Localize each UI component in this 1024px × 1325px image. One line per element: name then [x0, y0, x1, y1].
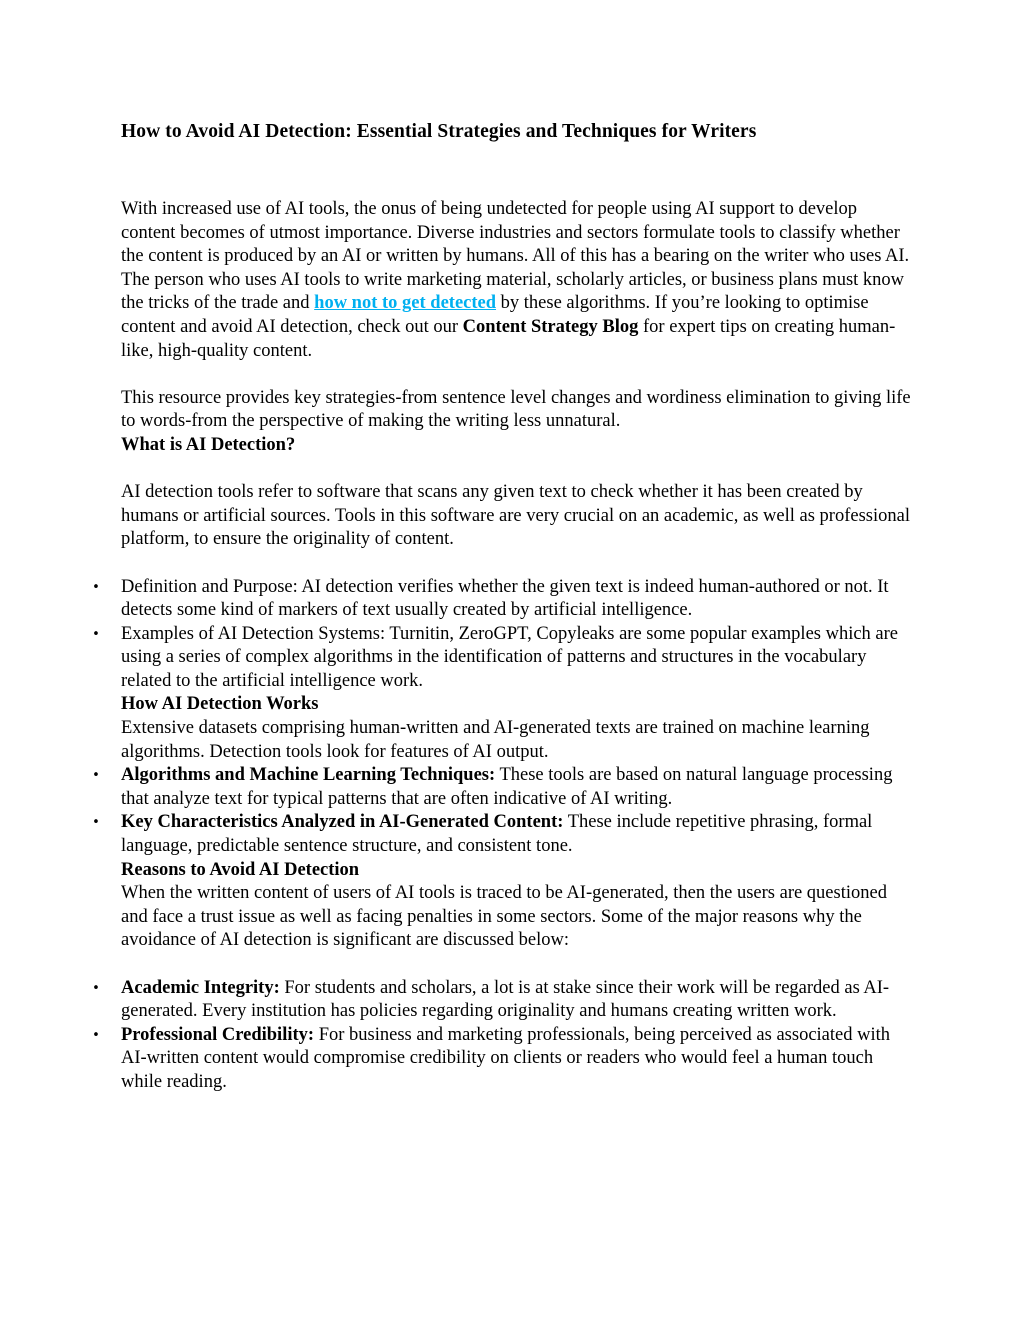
- list-item-text: Examples of AI Detection Systems: Turnitin, ZeroGPT, Copyleaks are some popular examples which are using a series of complex algorithms in the identification of patterns and structures in the vocabulary related to the artificial intelligence work.: [121, 623, 899, 691]
- what-is-ai-detection-heading: What is AI Detection?: [121, 434, 296, 455]
- list-item-text: For students and scholars, a lot is at stake since their work will be regarded as AI-generated. Every institution has policies regarding originality and humans creating written work.: [121, 977, 890, 1022]
- resource-paragraph: This resource provides key strategies-from sentence level changes and wordiness elimination to giving life to words-from the perspective of making the writing less unnatural.: [121, 387, 911, 432]
- intro-text-end: for expert tips on creating human-like, high-quality content.: [121, 316, 896, 361]
- intro-paragraph: [121, 198, 911, 363]
- content-strategy-blog-text: Content Strategy Blog: [462, 316, 639, 337]
- how-ai-detection-works-heading: How AI Detection Works: [121, 694, 319, 715]
- list-item-definition: [92, 576, 911, 623]
- list-item-text: Definition and Purpose: AI detection verifies whether the given text is indeed human-authored or not. It detects some kind of markers of text usually created by artificial intelligence.: [121, 576, 889, 621]
- reasons-heading: Reasons to Avoid AI Detection: [121, 859, 360, 880]
- intro-text-middle: by these algorithms. If you’re looking to optimise content and avoid AI detection, check out our: [121, 293, 869, 337]
- list-item-bold-label: Academic Integrity:: [121, 977, 280, 998]
- list-item-text: For business and marketing professionals, being perceived as associated with AI-written content would compromise credibility on clients or readers who would feel a human touch while reading.: [121, 1024, 890, 1092]
- definition-list: [92, 576, 911, 859]
- reasons-paragraph: When the written content of users of AI tools is traced to be AI-generated, then the users are questioned and face a trust issue as well as facing penalties in some sectors. Some of the major reasons why the avoidance of AI detection is significant are discussed below:: [121, 883, 887, 951]
- document-title: How to Avoid AI Detection: Essential Strategies and Techniques for Writers: [121, 121, 757, 142]
- list-item-academic-integrity: [92, 977, 911, 1024]
- list-item-bold-label: Key Characteristics Analyzed in AI-Generated Content:: [121, 812, 564, 833]
- how-not-to-get-detected-link[interactable]: how not to get detected: [314, 293, 497, 314]
- list-item-professional-credibility: [92, 1024, 911, 1095]
- list-item-bold-label: Professional Credibility:: [121, 1024, 315, 1045]
- list-item-key-characteristics: [92, 811, 911, 858]
- list-item-algorithms: [92, 764, 911, 811]
- list-item-examples: [92, 623, 911, 765]
- bullet-icon: •: [92, 815, 100, 831]
- bullet-icon: •: [92, 579, 100, 595]
- list-item-text: These tools are based on natural language processing that analyze text for typical patterns that are often indicative of AI writing.: [121, 765, 893, 809]
- bullet-icon: •: [92, 768, 100, 784]
- reasons-list: [92, 977, 911, 1095]
- list-item-bold-label: Algorithms and Machine Learning Techniques:: [121, 765, 496, 786]
- how-ai-detection-works-block: [121, 693, 911, 764]
- intro-text-start: With increased use of AI tools, the onus of being undetected for people using AI support to develop content becomes of utmost importance. Diverse industries and sectors formulate tools to classify whether the content is produced by an AI or written by humans. All of this has a bearing on the writer who uses AI. The person who uses AI tools to write marketing material, scholarly articles, or business plans must know the tricks of the trade and: [121, 199, 910, 314]
- list-item-text: These include repetitive phrasing, formal language, predictable sentence structure, and consistent tone.: [121, 812, 873, 857]
- what-is-ai-detection-paragraph: AI detection tools refer to software that scans any given text to check whether it has been created by humans or artificial sources. Tools in this software are very crucial on an academic, as well as professional platform, to ensure the originality of content.: [121, 482, 910, 550]
- how-ai-detection-works-paragraph: Extensive datasets comprising human-written and AI-generated texts are trained on machine learning algorithms. Detection tools look for features of AI output.: [121, 718, 870, 762]
- bullet-icon: •: [92, 626, 100, 642]
- bullet-icon: •: [92, 980, 100, 996]
- document-content: [92, 118, 911, 1095]
- bullet-icon: •: [92, 1027, 100, 1043]
